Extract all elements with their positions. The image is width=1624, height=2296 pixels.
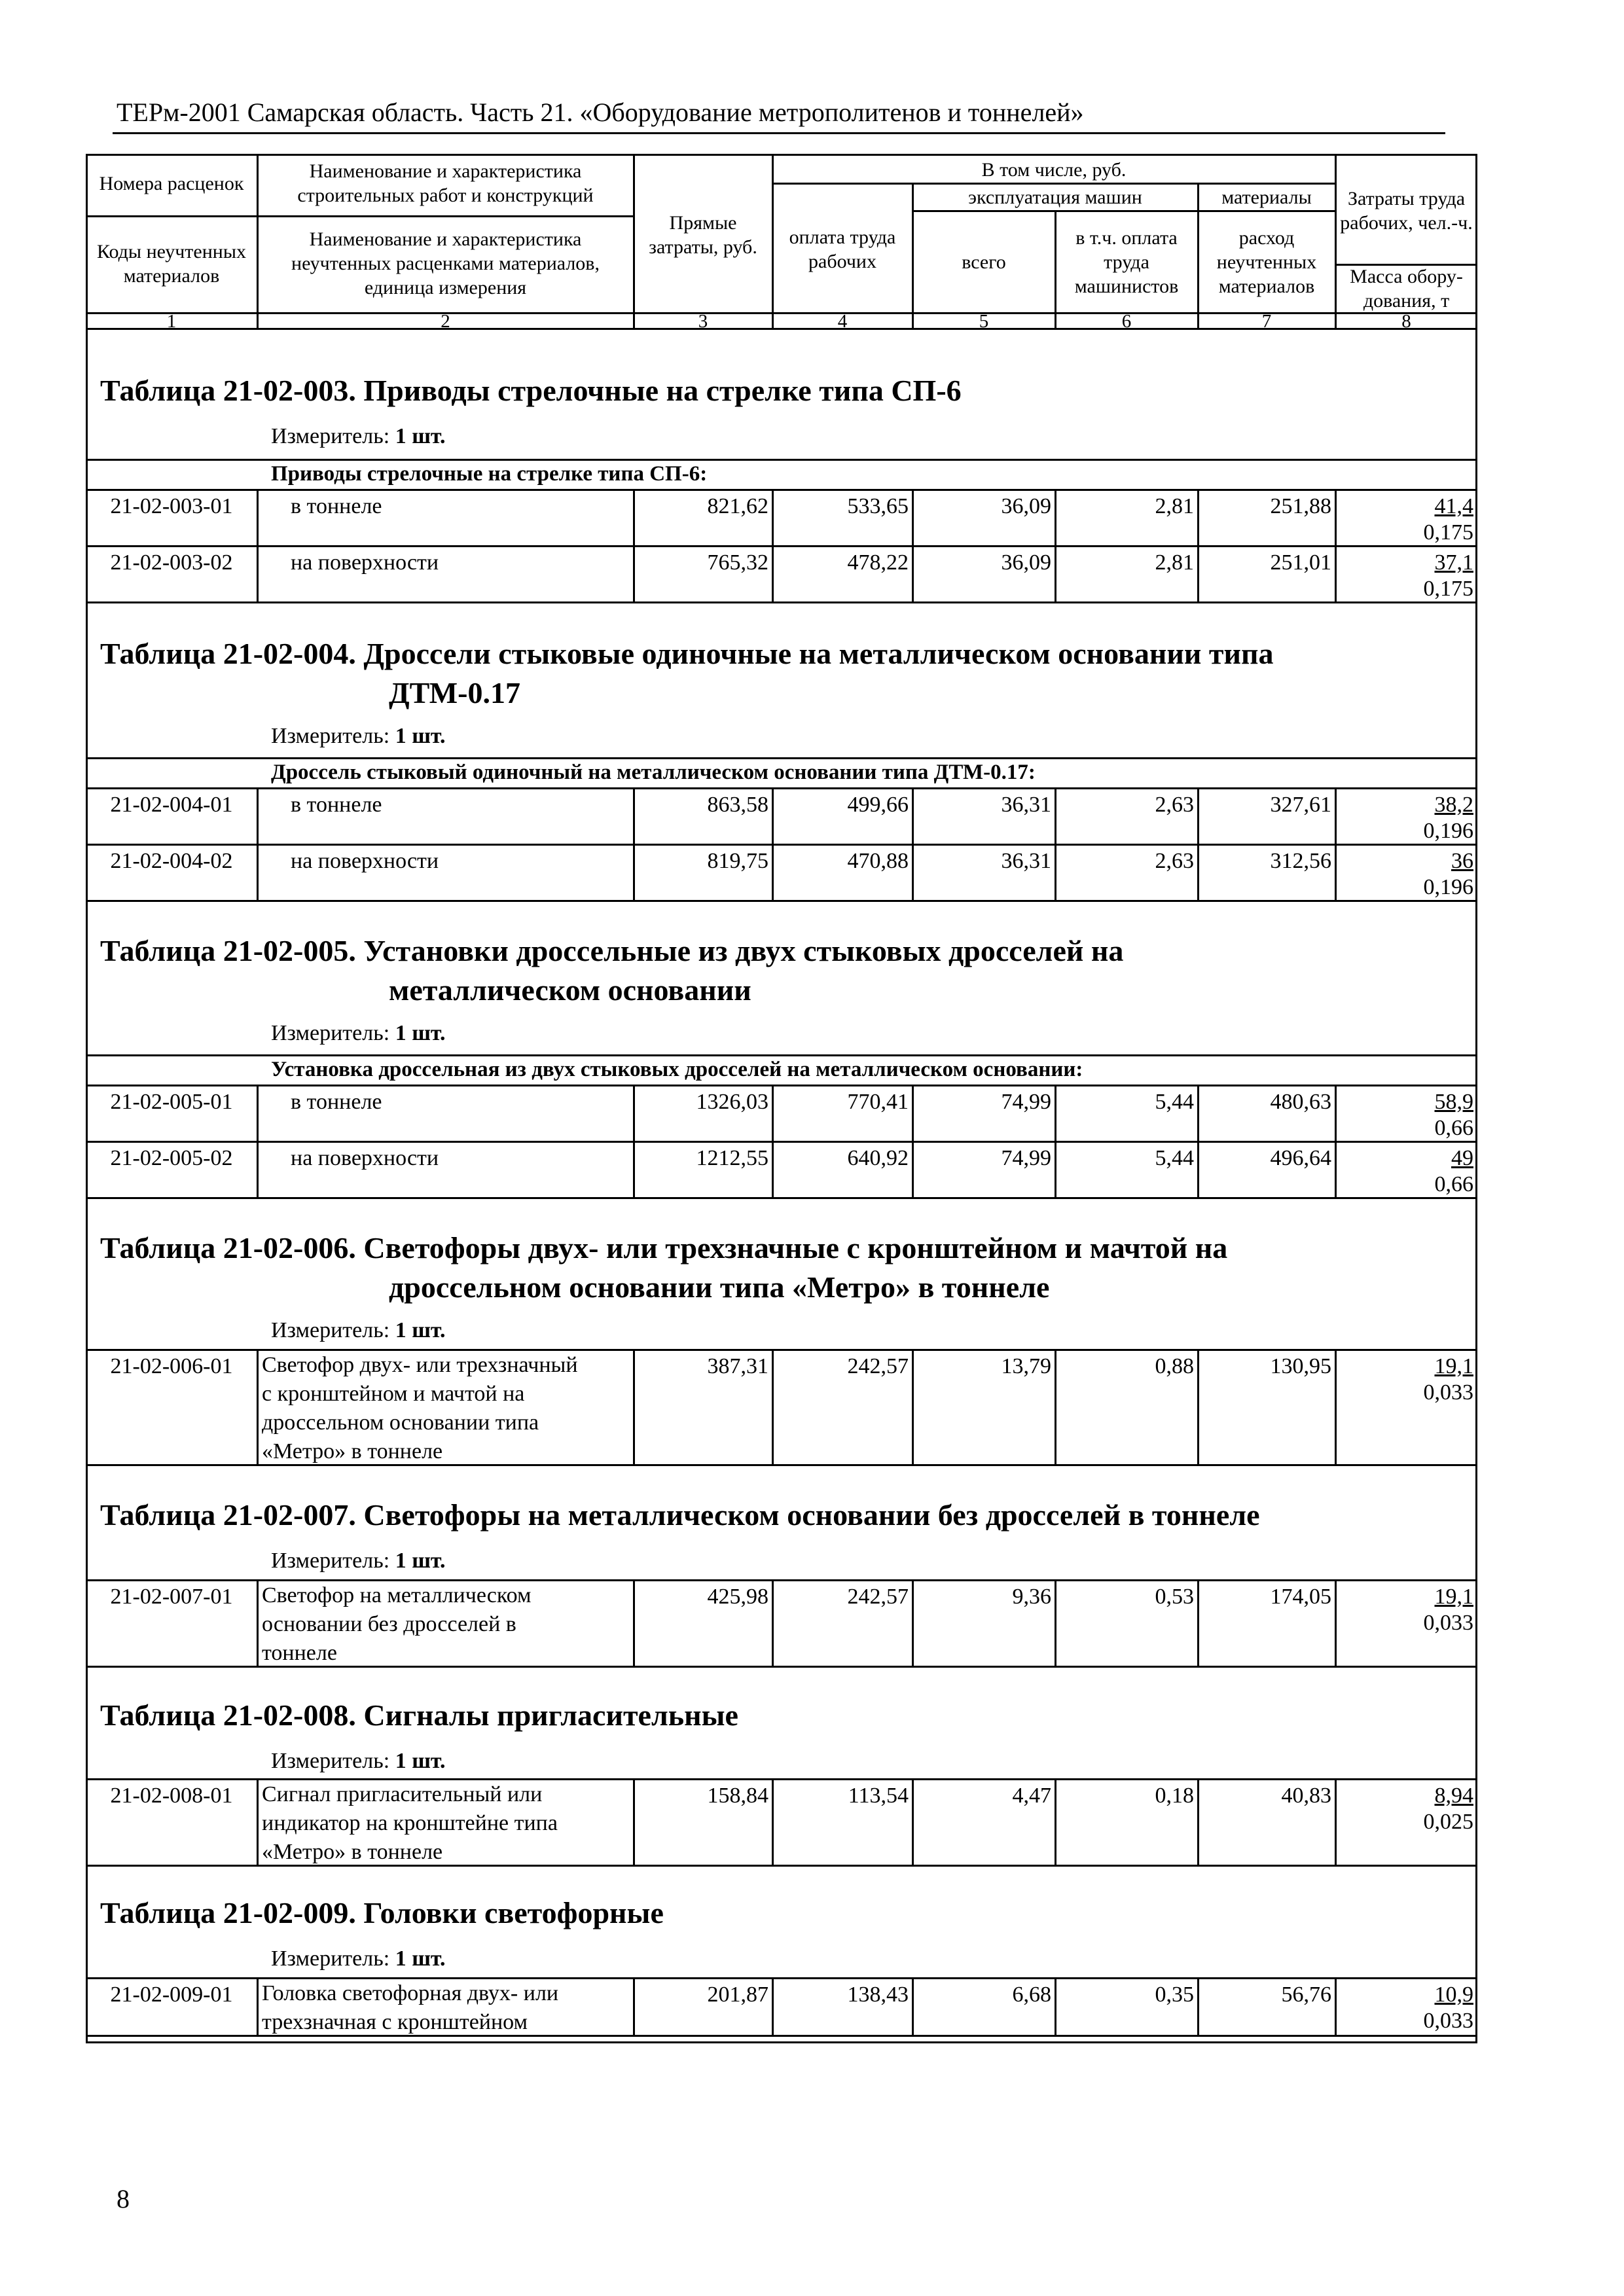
measure-label: Измеритель: (271, 1946, 390, 1971)
measure-unit (271, 1946, 446, 1971)
measure-value: 1 шт. (395, 724, 446, 748)
row-col-rule (912, 1978, 914, 2036)
work-name-line: Головка светофорная двух- или (262, 1981, 559, 2005)
row-col-rule (257, 1978, 259, 2036)
row-col-rule (1197, 1580, 1199, 1666)
header-rule-group (772, 183, 1335, 185)
value-machinists: 5,44 (1155, 1146, 1194, 1170)
value-direct: 425,98 (707, 1585, 768, 1609)
row-col-rule (1197, 844, 1199, 901)
row-col-rule (257, 788, 259, 844)
row-col-rule (1335, 844, 1337, 901)
row-bottom-rule (86, 1141, 1477, 1143)
rate-code: 21-02-003-02 (110, 550, 233, 575)
value-direct: 201,87 (707, 1982, 768, 2007)
value-machinists: 0,18 (1155, 1784, 1194, 1808)
row-col-rule (772, 1580, 774, 1666)
row-col-rule (633, 1141, 635, 1198)
value-materials: 130,95 (1270, 1354, 1331, 1378)
subheading-rule (86, 1054, 1477, 1056)
work-name-line: Сигнал пригласительный или (262, 1782, 543, 1806)
row-col-rule (257, 1779, 259, 1865)
col-header-materials: материалы (1221, 186, 1312, 208)
value-direct: 1326,03 (696, 1090, 768, 1114)
row-col-rule (772, 546, 774, 602)
row-col-rule (257, 1580, 259, 1666)
row-col-rule (912, 1085, 914, 1141)
rate-code: 21-02-007-01 (110, 1585, 233, 1609)
col-number-4: 4 (837, 311, 848, 332)
work-name-line: тоннеле (262, 1641, 337, 1665)
value-direct: 1212,55 (696, 1146, 768, 1170)
labor-hours: 41,4 (1434, 494, 1473, 518)
row-bottom-rule (86, 1865, 1477, 1867)
labor-hours: 49 (1451, 1146, 1473, 1170)
value-labor-pay: 113,54 (848, 1784, 909, 1808)
value-machines: 74,99 (1001, 1146, 1051, 1170)
value-machinists: 2,81 (1155, 550, 1194, 575)
value-labor-pay: 533,65 (847, 494, 909, 518)
work-name: в тоннеле (291, 494, 382, 518)
header-col-rule (1197, 183, 1199, 329)
rate-code: 21-02-006-01 (110, 1354, 233, 1378)
value-labor-pay: 499,66 (847, 793, 909, 817)
work-name: на поверхности (291, 1146, 439, 1170)
value-machines: 4,47 (1012, 1784, 1051, 1808)
value-materials: 174,05 (1270, 1585, 1331, 1609)
value-materials: 56,76 (1281, 1982, 1331, 2007)
header-col-rule (1055, 211, 1056, 329)
value-machines: 13,79 (1001, 1354, 1051, 1378)
equipment-mass: 0,196 (1423, 819, 1473, 843)
work-name-line: с кронштейном и мачтой на (262, 1382, 525, 1406)
row-col-rule (912, 1779, 914, 1865)
row-col-rule (1197, 490, 1199, 546)
measure-value: 1 шт. (395, 424, 446, 448)
header-rule (113, 132, 1445, 134)
col-number-3: 3 (698, 311, 708, 332)
row-col-rule (1335, 1779, 1337, 1865)
document-header: ТЕРм-2001 Самарская область. Часть 21. «Оборудование метрополитенов и тоннелей» (117, 98, 1084, 127)
value-machinists: 2,63 (1155, 793, 1194, 817)
value-materials: 496,64 (1270, 1146, 1331, 1170)
header-rule-split (86, 215, 634, 217)
value-direct: 765,32 (707, 550, 768, 575)
row-col-rule (1335, 1350, 1337, 1465)
work-name: на поверхности (291, 849, 439, 873)
col-number-7: 7 (1261, 311, 1272, 332)
table-subheading: Дроссель стыковый одиночный на металлическом основании типа ДТМ-0.17: (271, 761, 1036, 784)
value-direct: 158,84 (707, 1784, 768, 1808)
table-top-rule (86, 787, 1477, 789)
row-col-rule (1197, 1350, 1199, 1465)
row-col-rule (1055, 844, 1056, 901)
value-materials: 312,56 (1270, 849, 1331, 873)
rate-code: 21-02-005-02 (110, 1146, 233, 1170)
header-rule-machines (912, 210, 1335, 212)
col-header-unaccounted-materials: расход неучтенных материалов (1216, 226, 1317, 297)
row-col-rule (912, 1580, 914, 1666)
row-bottom-rule (86, 900, 1477, 902)
row-col-rule (633, 546, 635, 602)
subheading-rule (86, 757, 1477, 759)
row-col-rule (257, 1350, 259, 1465)
value-materials: 251,01 (1270, 550, 1331, 575)
table-top-rule (86, 1085, 1477, 1086)
work-name-line: «Метро» в тоннеле (262, 1840, 443, 1864)
measure-label: Измеритель: (271, 1549, 390, 1573)
row-bottom-rule (86, 844, 1477, 846)
value-machines: 74,99 (1001, 1090, 1051, 1114)
equipment-mass: 0,66 (1434, 1116, 1473, 1140)
value-materials: 480,63 (1270, 1090, 1331, 1114)
row-col-rule (257, 844, 259, 901)
value-machines: 36,09 (1001, 494, 1051, 518)
measure-value: 1 шт. (395, 1749, 446, 1773)
value-machinists: 0,35 (1155, 1982, 1194, 2007)
col-header-codes: Номера расценок (99, 172, 244, 194)
subheading-rule (86, 459, 1477, 461)
measure-label: Измеритель: (271, 424, 390, 448)
row-col-rule (912, 1141, 914, 1198)
equipment-mass: 0,033 (1423, 1380, 1473, 1405)
value-direct: 387,31 (707, 1354, 768, 1378)
col-number-5: 5 (979, 311, 989, 332)
equipment-mass: 0,175 (1423, 577, 1473, 601)
row-col-rule (1055, 1580, 1056, 1666)
measure-value: 1 шт. (395, 1946, 446, 1971)
table-title: Таблица 21-02-007. Светофоры на металлическом основании без дросселей в тоннеле (100, 1498, 1260, 1532)
row-col-rule (257, 490, 259, 546)
value-machinists: 5,44 (1155, 1090, 1194, 1114)
row-col-rule (772, 1085, 774, 1141)
labor-hours: 37,1 (1434, 550, 1473, 575)
col-number-1: 1 (166, 311, 177, 332)
row-col-rule (772, 1350, 774, 1465)
row-col-rule (633, 1779, 635, 1865)
value-machinists: 2,81 (1155, 494, 1194, 518)
header-col-rule (772, 154, 774, 329)
col-header-direct-costs: Прямые затраты, руб. (649, 212, 757, 258)
rate-code: 21-02-003-01 (110, 494, 233, 518)
work-name: на поверхности (291, 550, 439, 575)
row-col-rule (1055, 1779, 1056, 1865)
row-bottom-rule (86, 601, 1477, 603)
col-header-machines-total: всего (962, 251, 1006, 273)
row-col-rule (1335, 490, 1337, 546)
table-title: Таблица 21-02-003. Приводы стрелочные на стрелке типа СП-6 (100, 374, 962, 407)
col-header-codes-materials: Коды неучтенных материалов (97, 240, 246, 287)
value-materials: 40,83 (1281, 1784, 1331, 1808)
row-col-rule (1335, 1580, 1337, 1666)
row-col-rule (1335, 1978, 1337, 2036)
measure-value: 1 шт. (395, 1021, 446, 1045)
row-col-rule (1197, 1085, 1199, 1141)
row-col-rule (912, 546, 914, 602)
table-title: Таблица 21-02-004. Дроссели стыковые одиночные на металлическом основании типа (100, 637, 1274, 670)
value-direct: 863,58 (707, 793, 768, 817)
row-col-rule (912, 844, 914, 901)
value-direct: 819,75 (707, 849, 768, 873)
table-subheading: Приводы стрелочные на стрелке типа СП-6: (271, 462, 708, 486)
value-labor-pay: 770,41 (847, 1090, 909, 1114)
row-col-rule (1055, 1085, 1056, 1141)
work-name-line: Светофор двух- или трехзначный (262, 1353, 578, 1377)
value-machinists: 0,53 (1155, 1585, 1194, 1609)
equipment-mass: 0,175 (1423, 520, 1473, 545)
measure-unit (271, 1749, 446, 1774)
labor-hours: 19,1 (1434, 1354, 1473, 1378)
measure-label: Измеритель: (271, 724, 390, 748)
col-header-equipment-mass: Масса обору-дования, т (1350, 266, 1463, 312)
row-col-rule (633, 1350, 635, 1465)
measure-label: Измеритель: (271, 1021, 390, 1045)
table-top-rule (86, 489, 1477, 491)
row-col-rule (1055, 490, 1056, 546)
row-col-rule (1055, 788, 1056, 844)
row-col-rule (633, 788, 635, 844)
table-subheading: Установка дроссельная из двух стыковых дросселей на металлическом основании: (271, 1058, 1083, 1081)
row-col-rule (633, 1085, 635, 1141)
col-number-6: 6 (1121, 311, 1132, 332)
header-col-rule (1335, 154, 1337, 329)
work-name-line: «Метро» в тоннеле (262, 1439, 443, 1463)
row-col-rule (772, 844, 774, 901)
row-col-rule (1197, 1779, 1199, 1865)
row-col-rule (1055, 546, 1056, 602)
row-col-rule (772, 1141, 774, 1198)
value-labor-pay: 470,88 (847, 849, 909, 873)
value-labor-pay: 478,22 (847, 550, 909, 575)
col-number-2: 2 (441, 311, 450, 332)
value-machines: 9,36 (1012, 1585, 1051, 1609)
col-number-8: 8 (1401, 311, 1411, 332)
col-header-including: В том числе, руб. (981, 158, 1127, 181)
table-title-continued: дроссельном основании типа «Метро» в тоннеле (389, 1270, 1050, 1304)
row-col-rule (633, 490, 635, 546)
row-col-rule (912, 788, 914, 844)
equipment-mass: 0,66 (1434, 1172, 1473, 1196)
table-title-continued: ДТМ-0.17 (389, 676, 520, 709)
row-col-rule (1335, 1085, 1337, 1141)
table-title: Таблица 21-02-005. Установки дроссельные из двух стыковых дросселей на (100, 934, 1124, 967)
value-machinists: 0,88 (1155, 1354, 1194, 1378)
row-col-rule (257, 546, 259, 602)
table-title-continued: металлическом основании (389, 973, 751, 1007)
row-col-rule (912, 1350, 914, 1465)
value-materials: 251,88 (1270, 494, 1331, 518)
rate-code: 21-02-004-01 (110, 793, 233, 817)
col-header-labor-hours: Затраты труда рабочих, чел.-ч. (1340, 188, 1473, 234)
col-header-machinists: в т.ч. оплата труда машинистов (1074, 226, 1179, 297)
row-bottom-rule (86, 545, 1477, 547)
labor-hours: 10,9 (1434, 1982, 1473, 2007)
header-col-rule (257, 154, 259, 329)
row-col-rule (1197, 1141, 1199, 1198)
labor-hours: 58,9 (1434, 1090, 1473, 1114)
value-materials: 327,61 (1270, 793, 1331, 817)
measure-label: Измеритель: (271, 1749, 390, 1773)
row-col-rule (257, 1085, 259, 1141)
value-machines: 36,31 (1001, 849, 1051, 873)
work-name-line: индикатор на кронштейне типа (262, 1811, 558, 1835)
row-col-rule (633, 1978, 635, 2036)
measure-unit (271, 1549, 446, 1573)
col-header-machines: эксплуатация машин (968, 186, 1142, 208)
row-col-rule (1335, 788, 1337, 844)
row-col-rule (1055, 1350, 1056, 1465)
measure-unit (271, 724, 446, 749)
row-col-rule (772, 490, 774, 546)
work-name-line: основании без дросселей в (262, 1612, 516, 1636)
page-number: 8 (117, 2184, 130, 2214)
header-rule-mass (1335, 264, 1477, 266)
work-name: в тоннеле (291, 1090, 382, 1114)
row-col-rule (772, 1978, 774, 2036)
equipment-mass: 0,033 (1423, 1611, 1473, 1635)
value-labor-pay: 640,92 (847, 1146, 909, 1170)
row-col-rule (1197, 1978, 1199, 2036)
row-col-rule (912, 490, 914, 546)
labor-hours: 38,2 (1434, 793, 1473, 817)
work-name-line: трехзначная с кронштейном (262, 2010, 528, 2034)
col-header-labor-pay: оплата труда рабочих (789, 226, 896, 272)
table-title: Таблица 21-02-009. Головки светофорные (100, 1896, 664, 1929)
row-bottom-rule (86, 2035, 1477, 2037)
work-name-line: дроссельном основании типа (262, 1410, 539, 1435)
row-col-rule (772, 788, 774, 844)
row-col-rule (633, 1580, 635, 1666)
rate-code: 21-02-008-01 (110, 1784, 233, 1808)
row-col-rule (1055, 1978, 1056, 2036)
row-col-rule (1055, 1141, 1056, 1198)
work-name: в тоннеле (291, 793, 382, 817)
equipment-mass: 0,025 (1423, 1810, 1473, 1834)
work-name-line: Светофор на металлическом (262, 1583, 532, 1607)
equipment-mass: 0,196 (1423, 875, 1473, 899)
row-bottom-rule (86, 1464, 1477, 1466)
row-col-rule (1335, 546, 1337, 602)
labor-hours: 19,1 (1434, 1585, 1473, 1609)
rate-code: 21-02-009-01 (110, 1982, 233, 2007)
row-col-rule (772, 1779, 774, 1865)
col-header-name: Наименование и характеристика строительных работ и конструкций (297, 160, 594, 206)
value-machines: 6,68 (1012, 1982, 1051, 2007)
value-labor-pay: 242,57 (847, 1585, 909, 1609)
value-direct: 821,62 (707, 494, 768, 518)
row-bottom-rule (86, 1197, 1477, 1199)
row-col-rule (1197, 788, 1199, 844)
measure-value: 1 шт. (395, 1549, 446, 1573)
equipment-mass: 0,033 (1423, 2009, 1473, 2033)
row-col-rule (1335, 1141, 1337, 1198)
measure-unit (271, 1318, 446, 1343)
row-col-rule (1197, 546, 1199, 602)
col-header-name-materials: Наименование и характеристика неучтенных расценками материалов, единица измерения (291, 228, 600, 298)
value-labor-pay: 242,57 (847, 1354, 909, 1378)
table-title: Таблица 21-02-006. Светофоры двух- или трехзначные с кронштейном и мачтой на (100, 1231, 1228, 1265)
rate-code: 21-02-005-01 (110, 1090, 233, 1114)
table-title: Таблица 21-02-008. Сигналы пригласительные (100, 1698, 738, 1732)
row-col-rule (633, 844, 635, 901)
measure-unit (271, 1021, 446, 1046)
value-labor-pay: 138,43 (847, 1982, 909, 2007)
rate-code: 21-02-004-02 (110, 849, 233, 873)
measure-label: Измеритель: (271, 1318, 390, 1342)
value-machines: 36,31 (1001, 793, 1051, 817)
row-bottom-rule (86, 1666, 1477, 1668)
labor-hours: 8,94 (1434, 1784, 1473, 1808)
labor-hours: 36 (1451, 849, 1473, 873)
value-machines: 36,09 (1001, 550, 1051, 575)
header-col-rule (633, 154, 635, 329)
row-col-rule (257, 1141, 259, 1198)
value-machinists: 2,63 (1155, 849, 1194, 873)
measure-unit (271, 424, 446, 449)
header-col-rule (912, 183, 914, 329)
measure-value: 1 шт. (395, 1318, 446, 1342)
